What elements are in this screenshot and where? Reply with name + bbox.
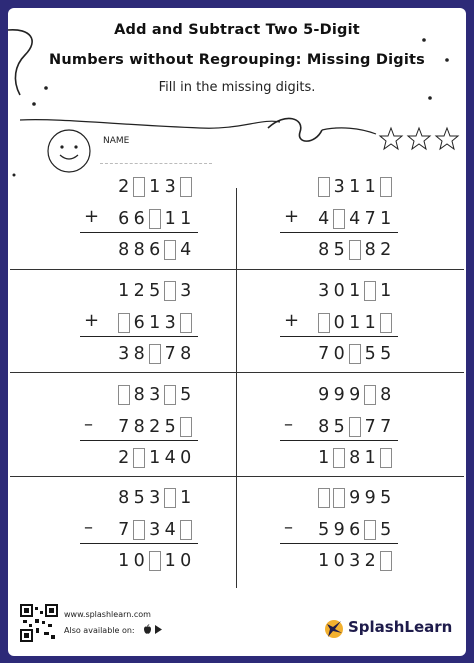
- digit: 8: [318, 417, 330, 437]
- splashlearn-logo-icon: [322, 616, 346, 640]
- digit: 8: [318, 240, 330, 260]
- digit: 0: [180, 448, 192, 468]
- row-divider-2: [10, 372, 464, 373]
- digit: 7: [164, 344, 176, 364]
- missing-digit-box[interactable]: [380, 177, 392, 197]
- missing-digit-box[interactable]: [364, 520, 376, 540]
- bottom-number-row: [316, 416, 394, 438]
- digit: 1: [364, 177, 376, 197]
- digit: 8: [118, 488, 130, 508]
- digit: 3: [164, 177, 176, 197]
- digit: 7: [364, 417, 376, 437]
- digit: 1: [118, 551, 130, 571]
- digit: 6: [149, 240, 161, 260]
- digit: 4: [318, 209, 330, 229]
- missing-digit-box[interactable]: [180, 417, 192, 437]
- qr-code-icon: [20, 604, 58, 642]
- top-number-row: [316, 487, 394, 509]
- digit: 4: [349, 209, 361, 229]
- missing-digit-box[interactable]: [349, 417, 361, 437]
- digit: 3: [164, 313, 176, 333]
- digit: 1: [364, 313, 376, 333]
- smiley-icon: [46, 128, 92, 174]
- digit: 9: [333, 520, 345, 540]
- missing-digit-box[interactable]: [118, 313, 130, 333]
- digit: 8: [349, 448, 361, 468]
- answer-line: [80, 232, 198, 233]
- digit: 2: [118, 448, 130, 468]
- operator-sign: –: [84, 414, 93, 435]
- play-store-icon[interactable]: [154, 624, 163, 635]
- result-number-row: [116, 447, 194, 469]
- answer-line: [280, 232, 398, 233]
- digit: 6: [349, 520, 361, 540]
- digit: 5: [133, 488, 145, 508]
- missing-digit-box[interactable]: [364, 385, 376, 405]
- digit: 2: [149, 417, 161, 437]
- operator-sign: +: [284, 206, 300, 227]
- top-number-row: [116, 280, 194, 302]
- operator-sign: +: [84, 206, 100, 227]
- digit: 0: [333, 313, 345, 333]
- result-number-row: [316, 239, 394, 261]
- digit: 6: [133, 313, 145, 333]
- operator-sign: +: [284, 310, 300, 331]
- footer-available: Also available on:: [64, 626, 135, 635]
- digit: 5: [380, 344, 392, 364]
- operator-sign: –: [284, 414, 293, 435]
- top-number-row: [316, 280, 394, 302]
- result-number-row: [116, 550, 194, 572]
- top-number-row: [116, 487, 194, 509]
- bottom-number-row: [116, 312, 194, 334]
- missing-digit-box[interactable]: [349, 240, 361, 260]
- digit: 3: [333, 177, 345, 197]
- bottom-number-row: [116, 416, 194, 438]
- digit: 6: [133, 209, 145, 229]
- digit: 1: [180, 488, 192, 508]
- operator-sign: +: [84, 310, 100, 331]
- digit: 3: [149, 385, 161, 405]
- digit: 0: [333, 551, 345, 571]
- answer-line: [280, 336, 398, 337]
- bottom-number-row: [316, 519, 394, 541]
- answer-line: [80, 336, 198, 337]
- digit: 5: [333, 417, 345, 437]
- missing-digit-box[interactable]: [364, 281, 376, 301]
- result-number-row: [116, 343, 194, 365]
- digit: 7: [364, 209, 376, 229]
- digit: 1: [180, 209, 192, 229]
- digit: 3: [149, 520, 161, 540]
- missing-digit-box[interactable]: [380, 448, 392, 468]
- digit: 1: [364, 448, 376, 468]
- digit: 4: [164, 448, 176, 468]
- bottom-number-row: [316, 312, 394, 334]
- digit: 2: [380, 240, 392, 260]
- digit: 1: [349, 281, 361, 301]
- missing-digit-box[interactable]: [133, 448, 145, 468]
- missing-digit-box[interactable]: [164, 281, 176, 301]
- result-number-row: [316, 447, 394, 469]
- result-number-row: [316, 550, 394, 572]
- missing-digit-box[interactable]: [318, 488, 330, 508]
- digit: 4: [180, 240, 192, 260]
- digit: 5: [318, 520, 330, 540]
- digit: 7: [318, 344, 330, 364]
- digit: 8: [380, 385, 392, 405]
- digit: 1: [380, 209, 392, 229]
- operator-sign: –: [84, 517, 93, 538]
- digit: 5: [333, 240, 345, 260]
- digit: 8: [133, 385, 145, 405]
- operator-sign: –: [284, 517, 293, 538]
- digit: 5: [380, 520, 392, 540]
- bottom-number-row: [316, 208, 394, 230]
- digit: 1: [349, 177, 361, 197]
- digit: 9: [349, 488, 361, 508]
- footer-website[interactable]: www.splashlearn.com: [64, 610, 151, 619]
- digit: 9: [333, 385, 345, 405]
- missing-digit-box[interactable]: [380, 313, 392, 333]
- star-rating-icon: [378, 126, 464, 152]
- digit: 3: [180, 281, 192, 301]
- digit: 1: [164, 551, 176, 571]
- digit: 3: [318, 281, 330, 301]
- digit: 5: [380, 488, 392, 508]
- digit: 1: [349, 313, 361, 333]
- answer-line: [280, 543, 398, 544]
- digit: 5: [180, 385, 192, 405]
- digit: 0: [133, 551, 145, 571]
- digit: 8: [118, 240, 130, 260]
- missing-digit-box[interactable]: [164, 488, 176, 508]
- digit: 8: [364, 240, 376, 260]
- missing-digit-box[interactable]: [164, 385, 176, 405]
- missing-digit-box[interactable]: [380, 551, 392, 571]
- name-line[interactable]: [100, 163, 212, 164]
- splashlearn-brand: SplashLearn: [348, 618, 453, 636]
- apple-icon[interactable]: [143, 624, 152, 635]
- digit: 7: [118, 520, 130, 540]
- name-label: NAME: [103, 136, 130, 146]
- missing-digit-box[interactable]: [333, 209, 345, 229]
- missing-digit-box[interactable]: [133, 520, 145, 540]
- digit: 9: [318, 385, 330, 405]
- missing-digit-box[interactable]: [349, 344, 361, 364]
- answer-line: [80, 543, 198, 544]
- row-divider-3: [10, 476, 464, 477]
- digit: 5: [164, 417, 176, 437]
- missing-digit-box[interactable]: [164, 240, 176, 260]
- digit: 8: [133, 240, 145, 260]
- missing-digit-box[interactable]: [118, 385, 130, 405]
- missing-digit-box[interactable]: [180, 520, 192, 540]
- missing-digit-box[interactable]: [318, 313, 330, 333]
- digit: 0: [180, 551, 192, 571]
- digit: 8: [133, 417, 145, 437]
- digit: 2: [133, 281, 145, 301]
- missing-digit-box[interactable]: [133, 177, 145, 197]
- missing-digit-box[interactable]: [318, 177, 330, 197]
- digit: 4: [164, 520, 176, 540]
- digit: 0: [333, 281, 345, 301]
- digit: 1: [318, 551, 330, 571]
- digit: 0: [333, 344, 345, 364]
- answer-line: [280, 440, 398, 441]
- row-divider-1: [10, 269, 464, 270]
- vertical-divider: [236, 188, 237, 588]
- bottom-number-row: [116, 519, 194, 541]
- missing-digit-box[interactable]: [149, 551, 161, 571]
- digit: 8: [133, 344, 145, 364]
- digit: 2: [118, 177, 130, 197]
- missing-digit-box[interactable]: [180, 313, 192, 333]
- missing-digit-box[interactable]: [333, 488, 345, 508]
- digit: 9: [349, 385, 361, 405]
- title-line-2: Numbers without Regrouping: Missing Digits: [49, 52, 425, 68]
- result-number-row: [116, 239, 194, 261]
- top-number-row: [116, 176, 194, 198]
- digit: 7: [380, 417, 392, 437]
- digit: 3: [118, 344, 130, 364]
- digit: 3: [349, 551, 361, 571]
- digit: 1: [149, 448, 161, 468]
- digit: 6: [118, 209, 130, 229]
- digit: 8: [180, 344, 192, 364]
- top-number-row: [316, 384, 394, 406]
- digit: 1: [149, 313, 161, 333]
- top-number-row: [116, 384, 194, 406]
- digit: 1: [149, 177, 161, 197]
- digit: 1: [164, 209, 176, 229]
- missing-digit-box[interactable]: [149, 344, 161, 364]
- digit: 1: [118, 281, 130, 301]
- result-number-row: [316, 343, 394, 365]
- digit: 3: [149, 488, 161, 508]
- digit: 2: [364, 551, 376, 571]
- answer-line: [80, 440, 198, 441]
- digit: 5: [149, 281, 161, 301]
- instructions: Fill in the missing digits.: [158, 80, 316, 95]
- digit: 9: [364, 488, 376, 508]
- top-number-row: [316, 176, 394, 198]
- missing-digit-box[interactable]: [149, 209, 161, 229]
- digit: 5: [364, 344, 376, 364]
- digit: 1: [318, 448, 330, 468]
- digit: 1: [380, 281, 392, 301]
- digit: 7: [118, 417, 130, 437]
- missing-digit-box[interactable]: [180, 177, 192, 197]
- missing-digit-box[interactable]: [333, 448, 345, 468]
- bottom-number-row: [116, 208, 194, 230]
- title-line-1: Add and Subtract Two 5-Digit: [114, 22, 360, 38]
